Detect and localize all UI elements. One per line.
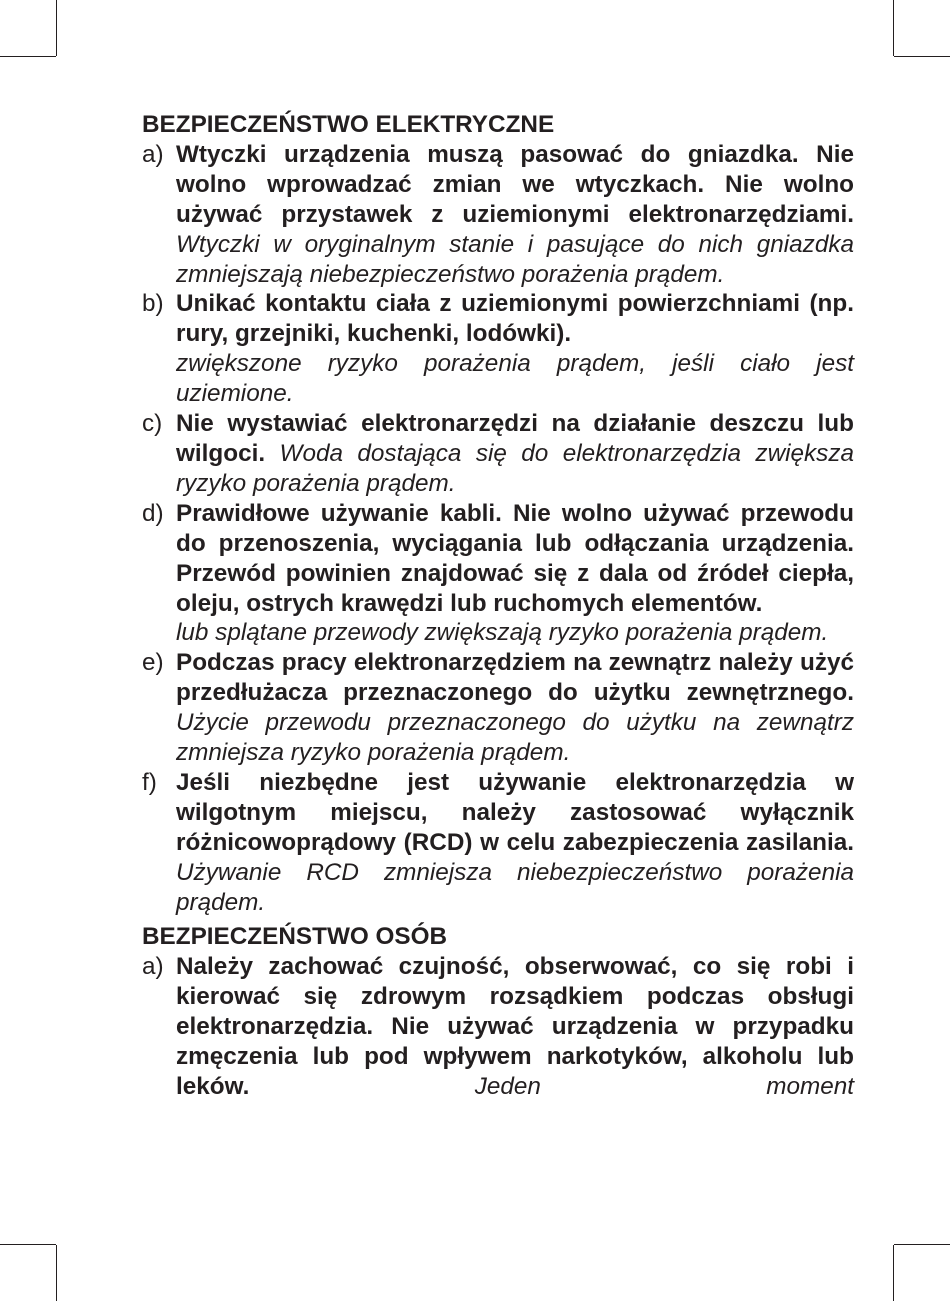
crop-mark-top-right-h bbox=[894, 56, 950, 57]
crop-mark-bottom-right-v bbox=[893, 1245, 894, 1301]
list-marker: b) bbox=[142, 290, 164, 318]
list-item bbox=[142, 289, 854, 409]
instruction-explanation: Użycie przewodu przeznaczonego do użytku na zewnątrz zmniejsza ryzyko porażenia prądem. bbox=[176, 709, 854, 767]
instruction-bold: Prawidłowe używanie kabli. Nie wolno używać przewodu do przenoszenia, wyciągania lub odłączania urządzenia. Przewód powinien znajdować się z dala od źródeł ciepła, oleju, ostrych krawędzi lub ruchomych elementów. bbox=[176, 499, 854, 617]
crop-mark-bottom-left-v bbox=[56, 1245, 57, 1301]
list-item-text bbox=[176, 648, 854, 768]
crop-mark-bottom-right-h bbox=[894, 1244, 950, 1245]
instruction-bold: Podczas pracy elektronarzędziem na zewnątrz należy użyć przedłużacza przeznaczonego do użytku zewnętrznego. bbox=[176, 649, 854, 707]
list-marker: d) bbox=[142, 499, 164, 527]
list-item bbox=[142, 499, 854, 649]
instruction-bold: Wtyczki urządzenia muszą pasować do gniazdka. Nie wolno wprowadzać zmian we wtyczkach. Nie wolno używać przystawek z uziemionymi elektronarzędziami. bbox=[176, 140, 854, 228]
list-item bbox=[142, 648, 854, 768]
crop-mark-top-right-v bbox=[893, 0, 894, 56]
list-marker: a) bbox=[142, 140, 164, 168]
instruction-bold: Jeśli niezbędne jest używanie elektronarzędzia w wilgotnym miejscu, należy zastosować wyłącznik różnicowoprądowy (RCD) w celu zabezpieczenia zasilania. bbox=[176, 768, 854, 856]
list-item-text bbox=[176, 768, 854, 918]
list-item-text bbox=[176, 952, 854, 1102]
instruction-bold: Unikać kontaktu ciała z uziemionymi powierzchniami (np. rury, grzejniki, kuchenki, lodówki). bbox=[176, 290, 854, 348]
list-item bbox=[142, 768, 854, 918]
list-marker: a) bbox=[142, 953, 164, 981]
crop-mark-bottom-left-h bbox=[0, 1244, 56, 1245]
instruction-explanation: Woda dostająca się do elektronarzędzia zwiększa ryzyko porażenia prądem. bbox=[176, 439, 854, 497]
list-item-text bbox=[176, 289, 854, 409]
list-item bbox=[142, 952, 854, 1102]
crop-mark-top-left-h bbox=[0, 56, 56, 57]
instruction-bold: Nie wystawiać elektronarzędzi na działanie deszczu lub wilgoci. bbox=[176, 410, 854, 467]
instruction-explanation: Używanie RCD zmniejsza niebezpieczeństwo porażenia prądem. bbox=[176, 858, 854, 916]
list-marker: e) bbox=[142, 649, 164, 677]
instruction-explanation: lub splątane przewody zwiększają ryzyko porażenia prądem. bbox=[176, 619, 829, 647]
instruction-bold: Należy zachować czujność, obserwować, co się robi i kierować się zdrowym rozsądkiem podczas obsługi elektronarzędzia. Nie używać urządzenia w przypadku zmęczenia lub pod wpływem narkotyków, alkoholu lub leków. bbox=[176, 953, 854, 1100]
list-marker: f) bbox=[142, 768, 157, 796]
instruction-explanation: zwiększone ryzyko porażenia prądem, jeśli ciało jest uziemione. bbox=[176, 350, 854, 408]
page-content bbox=[142, 110, 854, 1102]
list-item bbox=[142, 140, 854, 290]
list-item-text bbox=[176, 499, 854, 649]
section-heading-electrical-safety: BEZPIECZEŃSTWO ELEKTRYCZNE bbox=[142, 111, 555, 138]
section-heading-personal-safety: BEZPIECZEŃSTWO OSÓB bbox=[142, 923, 448, 951]
instruction-explanation: Wtyczki w oryginalnym stanie i pasujące do nich gniazdka zmniejszają niebezpieczeństwo porażenia prądem. bbox=[176, 230, 854, 288]
list-item bbox=[142, 409, 854, 499]
list-marker: c) bbox=[142, 410, 163, 438]
instruction-explanation: Jeden moment bbox=[474, 1073, 854, 1100]
crop-mark-top-left-v bbox=[56, 0, 57, 56]
list-item-text bbox=[176, 140, 854, 290]
list-item-text bbox=[176, 409, 854, 499]
